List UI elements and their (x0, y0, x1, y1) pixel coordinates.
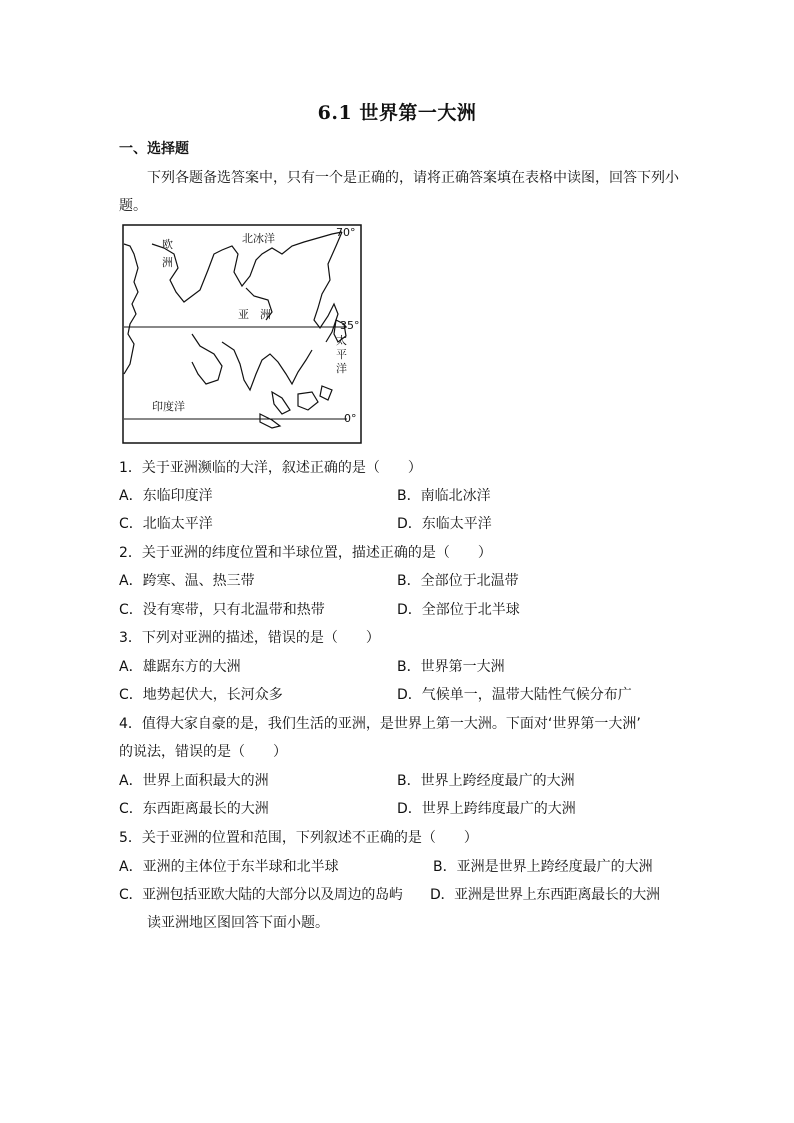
question-4-option-d: D．世界上跨纬度最广的大洲 (397, 801, 576, 817)
map-label-indian: 印度洋 (152, 400, 185, 413)
question-1-option-b: B．南临北冰洋 (397, 488, 491, 504)
page-title: 6.1 世界第一大洲 (317, 102, 477, 124)
question-5-option-a: A．亚洲的主体位于东半球和北半球 (119, 859, 339, 875)
section-heading: 一、选择题 (119, 141, 189, 157)
question-1-stem: 1．关于亚洲濒临的大洋，叙述正确的是（ ） (119, 460, 422, 476)
map-label-lat70: 70° (336, 226, 356, 239)
question-4-stem-line2: 的说法，错误的是（ ） (119, 744, 287, 760)
map-label-pacific-1: 太 (336, 334, 347, 347)
question-3-option-b: B．世界第一大洲 (397, 659, 505, 675)
question-3-option-d: D．气候单一，温带大陆性气候分布广 (397, 687, 632, 703)
asia-map (122, 224, 362, 445)
question-1-option-c: C．北临太平洋 (119, 516, 213, 532)
question-2-option-d: D．全部位于北半球 (397, 602, 520, 618)
question-1-option-a: A．东临印度洋 (119, 488, 213, 504)
question-3-option-c: C．地势起伏大，长河众多 (119, 687, 283, 703)
question-2-option-a: A．跨寒、温、热三带 (119, 573, 255, 589)
map-label-pacific-2: 平 (336, 348, 347, 361)
map-label-asia: 亚 洲 (238, 308, 271, 321)
question-5-option-c: C．亚洲包括亚欧大陆的大部分以及周边的岛屿 (119, 887, 403, 903)
question-5-option-d: D．亚洲是世界上东西距离最长的大洲 (430, 887, 660, 903)
map-label-lat35: 35° (340, 319, 360, 332)
question-5-option-b: B．亚洲是世界上跨经度最广的大洲 (433, 859, 653, 875)
map-label-pacific-3: 洋 (336, 362, 347, 375)
question-2-option-b: B．全部位于北温带 (397, 573, 519, 589)
question-2-stem: 2．关于亚洲的纬度位置和半球位置，描述正确的是（ ） (119, 545, 492, 561)
question-3-stem: 3．下列对亚洲的描述，错误的是（ ） (119, 630, 380, 646)
question-3-option-a: A．雄踞东方的大洲 (119, 659, 241, 675)
question-5-stem: 5．关于亚洲的位置和范围，下列叙述不正确的是（ ） (119, 830, 478, 846)
question-4-stem-line1: 4．值得大家自豪的是，我们生活的亚洲，是世界上第一大洲。下面对‘世界第一大洲’ (119, 716, 641, 732)
question-1-option-d: D．东临太平洋 (397, 516, 492, 532)
question-4-option-c: C．东西距离最长的大洲 (119, 801, 269, 817)
question-4-option-a: A．世界上面积最大的洲 (119, 773, 269, 789)
map-label-lat0: 0° (344, 412, 357, 425)
intro-paragraph: 下列各题备选答案中，只有一个是正确的，请将正确答案填在表格中读图，回答下列小题。 (119, 170, 679, 214)
question-4-option-b: B．世界上跨经度最广的大洲 (397, 773, 575, 789)
footer-instruction: 读亚洲地区图回答下面小题。 (147, 915, 329, 931)
map-label-arctic: 北冰洋 (242, 232, 275, 245)
map-label-europe-1: 欧 (162, 238, 173, 251)
map-label-europe-2: 洲 (162, 256, 173, 269)
question-2-option-c: C．没有寒带，只有北温带和热带 (119, 602, 325, 618)
